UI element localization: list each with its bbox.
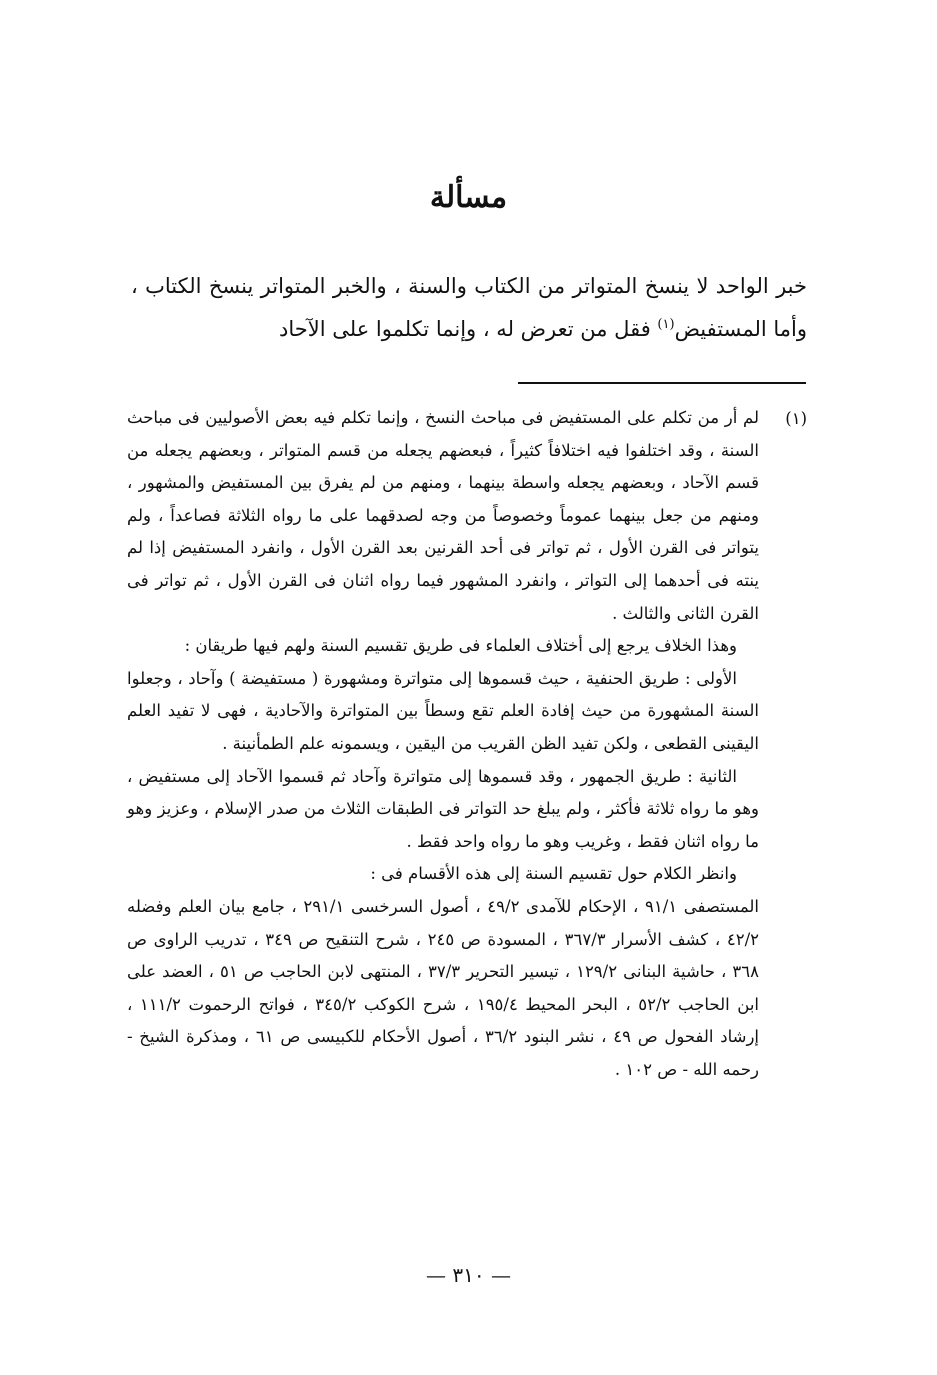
footnote	[127, 402, 759, 1086]
footnote-paragraph: الثانية : طريق الجمهور ، وقد قسموها إلى متواترة وآحاد ثم قسموا الآحاد إلى مستفيض ، وهو ما رواه ثلاثة فأكثر ، ولم يبلغ حد التواتر فى الطبقات الثلاث من صدر الإسلام ، وعزيز وهو ما رواه اثنان فقط ، وغريب وهو ما رواه واحد فقط .	[127, 766, 759, 851]
footnote-paragraph: وهذا الخلاف يرجع إلى أختلاف العلماء فى طريق تقسيم السنة ولهم فيها طريقان :	[184, 636, 737, 656]
footnote-reference: (١)	[657, 317, 675, 332]
footnote-separator	[518, 382, 806, 384]
section-title: مسألة	[429, 180, 508, 215]
footnote-paragraph: الأولى : طريق الحنفية ، حيث قسموها إلى متواترة ومشهورة ( مستفيضة ) وآحاد ، وجعلوا السنة المشهورة من حيث إفادة العلم تقع وسطاً بين المتواترة والآحادية ، فهى لا تفيد العلم اليقينى القطعى ، ولكن تفيد الظن القريب من اليقين ، ويسمونه علم الطمأنينة .	[127, 668, 759, 753]
footnote-references-list: المستصفى ٩١/١ ، الإحكام للآمدى ٤٩/٢ ، أصول السرخسى ٢٩١/١ ، جامع بيان العلم وفضله ٤٢/٢ ، كشف الأسرار ٣٦٧/٣ ، المسودة ص ٢٤٥ ، شرح التنقيح ص ٣٤٩ ، تدريب الراوى ص ٣٦٨ ، حاشية البنانى ١٢٩/٢ ، تيسير التحرير ٣٧/٣ ، المنتهى لابن الحاجب ص ٥١ ، العضد على ابن الحاجب ٥٢/٢ ، البحر المحيط ١٩٥/٤ ، شرح الكوكب ٣٤٥/٢ ، فواتح الرحموت ١١١/٢ ، إرشاد الفحول ص ٤٩ ، نشر البنود ٣٦/٢ ، أصول الأحكام للكبيسى ص ٦١ ، ومذكرة الشيخ - رحمه الله - ص ١٠٢ .	[127, 896, 760, 1079]
footnote-paragraph: لم أر من تكلم على المستفيض فى مباحث النسخ ، وإنما تكلم فيه بعض الأصوليين فى مباحث السنة ، وقد اختلفوا فيه اختلافاً كثيراً ، فبعضهم يجعله من قسم المتواتر ، وبعضهم يجعله من قسم الآحاد ، وبعضهم يجعله واسطة بينهما ، ومنهم من لم يفرق بين المستفيض والمشهور ، ومنهم من جعل بينهما عموماً وخصوصاً من وجه لصدقهما على ما رواه الثلاثة فصاعداً ، ولم يتواتر فى القرن الأول ، ثم تواتر فى أحد القرنين بعد القرن الأول ، وانفرد المستفيض إذا لم ينته فى أحدهما إلى التواتر ، وانفرد المشهور فيما رواه اثنان فى القرن الأول ، ثم تواتر فى القرن الثانى والثالث .	[127, 408, 759, 623]
main-paragraph-text-end: فقل من تعرض له ، وإنما تكلموا على الآحاد	[279, 317, 658, 341]
main-paragraph	[131, 265, 807, 351]
footnote-paragraph: وانظر الكلام حول تقسيم السنة إلى هذه الأقسام فى :	[370, 864, 737, 884]
page-number: — ٣١٠ —	[426, 1263, 511, 1287]
main-text	[131, 265, 807, 351]
main-paragraph-text: خبر الواحد لا ينسخ المتواتر من الكتاب والسنة ، والخبر المتواتر ينسخ الكتاب ، وأما المستفيض	[131, 274, 807, 341]
footnote-number: (١)	[785, 409, 807, 428]
